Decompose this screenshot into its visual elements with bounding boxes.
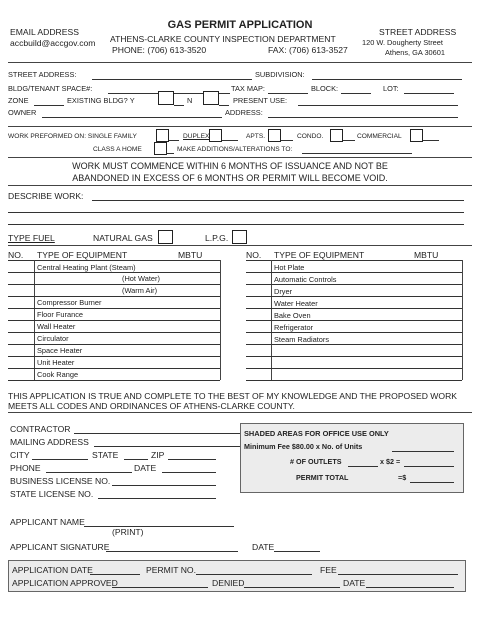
equipment-row[interactable] xyxy=(8,308,220,309)
apts-line xyxy=(281,140,293,141)
mailing-address-field[interactable] xyxy=(94,446,244,447)
application-date-label: APPLICATION DATE xyxy=(12,565,93,575)
make-additions-label: MAKE ADDITIONS/ALTERATIONS TO: xyxy=(177,146,293,153)
describe-work-field[interactable] xyxy=(92,200,464,201)
duplex-line xyxy=(222,140,238,141)
existing-bldg-no-line xyxy=(219,105,229,106)
subdivision-label: SUBDIVISION: xyxy=(255,70,305,79)
apts-checkbox[interactable] xyxy=(268,129,281,142)
class-a-home-label: CLASS A HOME xyxy=(93,146,142,153)
applicant-signature-label: APPLICANT SIGNATURE xyxy=(10,542,110,552)
equipment-item: (Warm Air) xyxy=(122,286,158,295)
divider xyxy=(8,62,472,63)
equipment-row[interactable] xyxy=(246,344,462,345)
lpg-checkbox[interactable] xyxy=(232,230,247,244)
equipment-row[interactable] xyxy=(8,344,220,345)
equipment-item: Space Heater xyxy=(37,346,83,355)
city-state-zip: Athens, GA 30601 xyxy=(385,48,445,57)
fee-field[interactable] xyxy=(338,574,458,575)
existing-bldg-label: EXISTING BLDG? Y xyxy=(67,96,135,105)
date-label: DATE xyxy=(134,463,157,473)
tax-map-field[interactable] xyxy=(268,93,308,94)
equipment-item: Dryer xyxy=(274,287,293,296)
divider xyxy=(8,245,472,246)
applicant-name-label: APPLICANT NAME xyxy=(10,517,85,527)
equipment-item: Steam Radiators xyxy=(274,335,330,344)
right-type-header: TYPE OF EQUIPMENT xyxy=(274,250,365,260)
denied-label: DENIED xyxy=(212,578,245,588)
work-performed-label: WORK PREFORMED ON: SINGLE FAMILY xyxy=(8,133,137,140)
equipment-item: Bake Oven xyxy=(274,311,311,320)
divider xyxy=(8,185,472,186)
zip-label: ZIP xyxy=(151,450,165,460)
class-a-home-line xyxy=(166,153,174,154)
state-license-label: STATE LICENSE NO. xyxy=(10,489,94,499)
equipment-row[interactable] xyxy=(8,380,220,381)
applicant-signature-field[interactable] xyxy=(106,551,238,552)
equipment-item: Compressor Burner xyxy=(37,298,102,307)
duplex-checkbox[interactable] xyxy=(209,129,222,142)
equipment-item: Circulator xyxy=(37,334,69,343)
lot-field[interactable] xyxy=(404,93,454,94)
permit-total-field[interactable] xyxy=(410,482,454,483)
owner-label: OWNER xyxy=(8,108,37,117)
equipment-item: Cook Range xyxy=(37,370,79,379)
zone-field[interactable] xyxy=(34,105,64,106)
business-license-field[interactable] xyxy=(112,485,216,486)
commercial-label: COMMERCIAL xyxy=(357,133,402,140)
apts-label: APTS. xyxy=(246,133,266,140)
equipment-item: (Hot Water) xyxy=(122,274,160,283)
footer-date-field[interactable] xyxy=(366,587,454,588)
street-address-label: STREET ADDRESS xyxy=(379,27,457,37)
business-license-label: BUSINESS LICENSE NO. xyxy=(10,476,111,486)
condo-label: CONDO. xyxy=(297,133,324,140)
equipment-item: Wall Heater xyxy=(37,322,76,331)
equipment-row[interactable] xyxy=(246,272,462,273)
equipment-row[interactable] xyxy=(246,320,462,321)
zone-label: ZONE xyxy=(8,96,29,105)
state-license-field[interactable] xyxy=(98,498,216,499)
notice-line-1: WORK MUST COMMENCE WITHIN 6 MONTHS OF ISSUANCE AND NOT BE xyxy=(72,161,388,171)
equipment-row[interactable] xyxy=(8,356,220,357)
equipment-row[interactable] xyxy=(246,356,462,357)
certification-line-2: MEETS ALL CODES AND ORDINANCES OF ATHENS-CLARKE COUNTY. xyxy=(8,401,295,411)
print-label: (PRINT) xyxy=(112,527,144,537)
equipment-row[interactable] xyxy=(246,380,462,381)
owner-address-field[interactable] xyxy=(268,117,458,118)
phone-number: PHONE: (706) 613-3520 xyxy=(112,45,207,55)
zip-field[interactable] xyxy=(168,459,216,460)
left-no-header: NO. xyxy=(8,250,24,260)
tax-map-label: TAX MAP: xyxy=(231,84,265,93)
contractor-field[interactable] xyxy=(74,433,244,434)
permit-no-field[interactable] xyxy=(196,574,312,575)
fee-label: FEE xyxy=(320,565,337,575)
left-mbtu-header: MBTU xyxy=(178,250,203,260)
certification-line-1: THIS APPLICATION IS TRUE AND COMPLETE TO THE BEST OF MY KNOWLEDGE AND THE PROPOSED WORK xyxy=(8,391,458,401)
applicant-name-field[interactable] xyxy=(84,526,234,527)
owner-address-label: ADDRESS: xyxy=(225,108,263,117)
describe-work-label: DESCRIBE WORK: xyxy=(8,191,84,201)
street-address-field-label: STREET ADDRESS: xyxy=(8,70,77,79)
right-column-rule xyxy=(462,260,463,380)
block-field[interactable] xyxy=(341,93,371,94)
existing-bldg-no-label: N xyxy=(187,96,193,105)
equipment-row[interactable] xyxy=(8,296,220,297)
present-use-label: PRESENT USE: xyxy=(233,96,288,105)
application-approved-field[interactable] xyxy=(112,587,208,588)
application-date-field[interactable] xyxy=(90,574,140,575)
page-title: GAS PERMIT APPLICATION xyxy=(167,19,313,31)
phone-field[interactable] xyxy=(46,472,132,473)
divider xyxy=(8,412,472,413)
phone-label: PHONE xyxy=(10,463,41,473)
outlets-multiplier: x $2 = xyxy=(380,457,401,466)
equipment-item: Floor Furance xyxy=(37,310,84,319)
equipment-row[interactable] xyxy=(246,296,462,297)
describe-work-line[interactable] xyxy=(8,212,464,213)
present-use-field[interactable] xyxy=(298,105,458,106)
outlets-total-field[interactable] xyxy=(404,466,454,467)
condo-checkbox[interactable] xyxy=(330,129,343,142)
equipment-row[interactable] xyxy=(246,332,462,333)
denied-field[interactable] xyxy=(244,587,340,588)
email-label: EMAIL ADDRESS xyxy=(10,27,79,37)
right-mbtu-header: MBTU xyxy=(414,250,439,260)
application-approved-label: APPLICATION APPROVED xyxy=(12,578,118,588)
street-address: 120 W. Dougherty Street xyxy=(362,38,443,47)
natural-gas-checkbox[interactable] xyxy=(158,230,173,244)
equipment-row[interactable] xyxy=(8,284,220,285)
permit-total-equals: =$ xyxy=(398,473,407,482)
equipment-row[interactable] xyxy=(8,332,220,333)
equipment-row[interactable] xyxy=(246,308,462,309)
equipment-item: Central Heating Plant (Steam) xyxy=(37,263,136,272)
state-field[interactable] xyxy=(124,459,148,460)
single-family-line xyxy=(169,140,179,141)
left-type-header: TYPE OF EQUIPMENT xyxy=(37,250,128,260)
minimum-fee-label: Minimum Fee $80.00 x No. of Units xyxy=(244,442,363,451)
describe-work-line[interactable] xyxy=(8,224,464,225)
single-family-checkbox[interactable] xyxy=(156,129,169,142)
make-additions-field[interactable] xyxy=(302,153,412,154)
permit-total-label: PERMIT TOTAL xyxy=(296,473,349,482)
city-field[interactable] xyxy=(32,459,88,460)
equipment-row[interactable] xyxy=(246,284,462,285)
left-column-rule xyxy=(220,260,221,380)
office-use-title: SHADED AREAS FOR OFFICE USE ONLY xyxy=(244,429,389,438)
equipment-row[interactable] xyxy=(8,320,220,321)
type-fuel-label: TYPE FUEL xyxy=(8,233,55,243)
outlets-field[interactable] xyxy=(348,466,378,467)
lpg-label: L.P.G. xyxy=(205,233,229,243)
contractor-label: CONTRACTOR xyxy=(10,424,71,434)
equipment-item: Hot Plate xyxy=(274,263,305,272)
equipment-row[interactable] xyxy=(8,272,220,273)
equipment-item: Unit Heater xyxy=(37,358,75,367)
left-header-rule xyxy=(8,260,220,261)
equipment-row[interactable] xyxy=(246,368,462,369)
mailing-address-label: MAILING ADDRESS xyxy=(10,437,89,447)
department-name: ATHENS-CLARKE COUNTY INSPECTION DEPARTMENT xyxy=(110,34,336,44)
applicant-date-field[interactable] xyxy=(274,551,320,552)
equipment-item: Water Heater xyxy=(274,299,318,308)
lot-label: LOT: xyxy=(383,84,399,93)
existing-bldg-yes-line xyxy=(174,105,184,106)
footer-date-label: DATE xyxy=(343,578,366,588)
fax-number: FAX: (706) 613-3527 xyxy=(268,45,348,55)
divider xyxy=(8,126,472,127)
right-no-header: NO. xyxy=(246,250,262,260)
subdivision-field[interactable] xyxy=(312,79,462,80)
equipment-row[interactable] xyxy=(8,368,220,369)
commercial-line xyxy=(423,140,439,141)
right-header-rule xyxy=(246,260,462,261)
bldg-space-label: BLDG/TENANT SPACE#: xyxy=(8,84,93,93)
state-label: STATE xyxy=(92,450,119,460)
commercial-checkbox[interactable] xyxy=(410,129,423,142)
equipment-item: Refrigerator xyxy=(274,323,314,332)
notice-line-2: ABANDONED IN EXCESS OF 6 MONTHS OR PERMIT WILL BECOME VOID. xyxy=(72,173,388,183)
natural-gas-label: NATURAL GAS xyxy=(93,233,153,243)
email-link[interactable]: accbuild@accgov.com xyxy=(10,38,96,48)
divider xyxy=(8,157,472,158)
city-label: CITY xyxy=(10,450,30,460)
date-field[interactable] xyxy=(162,472,216,473)
permit-no-label: PERMIT NO. xyxy=(146,565,196,575)
existing-bldg-no-checkbox[interactable] xyxy=(203,91,219,105)
equipment-item: Automatic Controls xyxy=(274,275,337,284)
minimum-fee-field[interactable] xyxy=(392,451,454,452)
duplex-label: DUPLEX xyxy=(183,133,210,140)
existing-bldg-yes-checkbox[interactable] xyxy=(158,91,174,105)
street-address-field[interactable] xyxy=(92,79,252,80)
applicant-date-label: DATE xyxy=(252,542,275,552)
condo-line xyxy=(343,140,355,141)
block-label: BLOCK: xyxy=(311,84,339,93)
outlets-label: # OF OUTLETS xyxy=(290,457,342,466)
owner-field[interactable] xyxy=(42,117,222,118)
